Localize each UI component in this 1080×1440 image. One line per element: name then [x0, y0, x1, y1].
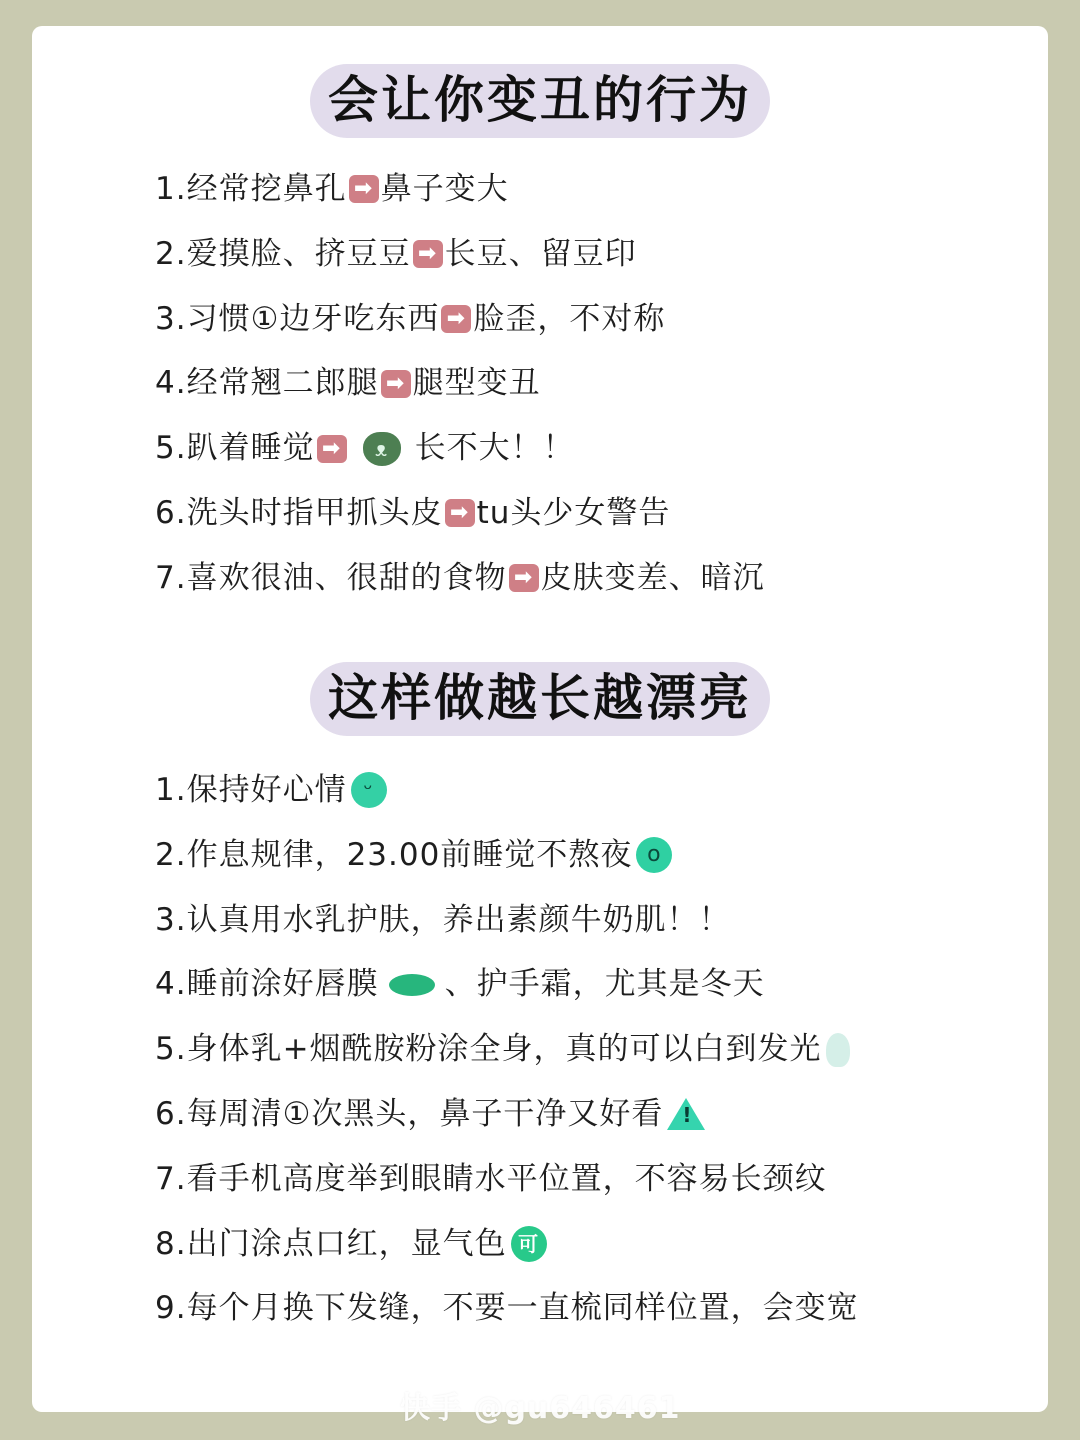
- warning-icon: !: [667, 1098, 705, 1130]
- list-item: [155, 758, 859, 823]
- item-number: 2.: [155, 235, 187, 272]
- list-item: [155, 1017, 859, 1082]
- item-number: 1.: [155, 772, 187, 808]
- item-text: 习惯①边牙吃东西: [186, 300, 440, 337]
- list-item: [155, 1147, 859, 1212]
- item-number: 7.: [155, 1160, 187, 1197]
- right-arrow-icon: ➡: [413, 240, 443, 268]
- item-number: 4.: [155, 966, 187, 1003]
- item-number: 3.: [155, 901, 187, 938]
- item-result: 皮肤变差、暗沉: [540, 559, 765, 596]
- yawn-emoji-icon: o: [636, 837, 672, 873]
- item-number: 4.: [155, 365, 187, 402]
- item-text: 洗头时指甲抓头皮: [186, 494, 443, 531]
- right-arrow-icon: ➡: [509, 564, 539, 592]
- watermark: 快手 @gu646461: [400, 1391, 681, 1426]
- right-arrow-icon: ➡: [445, 499, 475, 527]
- list-item: [155, 351, 765, 416]
- item-text: 喜欢很油、很甜的食物: [186, 559, 507, 596]
- item-number: 3.: [155, 300, 187, 337]
- item-number: 2.: [155, 836, 187, 873]
- section2-title-wrap: [0, 662, 1080, 736]
- item-number: 5.: [155, 430, 187, 467]
- item-number: 7.: [155, 559, 187, 596]
- item-text: 每个月换下发缝，不要一直梳同样位置，会变宽: [186, 1290, 859, 1327]
- item-number: 6.: [155, 494, 187, 531]
- item-text: 保持好心情: [186, 772, 347, 808]
- list-item: [155, 952, 859, 1017]
- right-arrow-icon: ➡: [317, 435, 347, 463]
- item-number: 1.: [155, 171, 187, 207]
- item-result: 鼻子变大: [380, 171, 509, 207]
- section2-list: [155, 758, 859, 1341]
- item-result: tu头少女警告: [476, 494, 671, 531]
- bear-icon: ᴥ: [363, 432, 401, 466]
- item-result: 腿型变丑: [412, 365, 541, 402]
- item-text: 经常挖鼻孔: [186, 171, 347, 207]
- list-item: [155, 481, 765, 546]
- item-text: 看手机高度举到眼睛水平位置，不容易长颈纹: [186, 1160, 827, 1197]
- item-result: 长豆、留豆印: [444, 235, 637, 272]
- item-text: 爱摸脸、挤豆豆: [186, 235, 411, 272]
- lips-icon: [389, 974, 435, 996]
- item-result: 脸歪，不对称: [473, 300, 666, 337]
- right-arrow-icon: ➡: [381, 370, 411, 398]
- light-bulb-icon: [826, 1033, 850, 1067]
- item-text: 经常翘二郎腿: [186, 365, 379, 402]
- list-item: [155, 1276, 859, 1341]
- list-item: [155, 888, 859, 953]
- section1-title-wrap: [0, 64, 1080, 138]
- item-text: 睡前涂好唇膜: [186, 966, 379, 1003]
- item-text: 每周清①次黑头，鼻子干净又好看: [186, 1095, 664, 1132]
- section2-title: 这样做越长越漂亮: [310, 662, 770, 736]
- list-item: [155, 1082, 859, 1147]
- item-text: 认真用水乳护肤，养出素颜牛奶肌！！: [186, 901, 731, 938]
- list-item: [155, 546, 765, 611]
- list-item: [155, 287, 765, 352]
- item-number: 6.: [155, 1095, 187, 1132]
- right-arrow-icon: ➡: [349, 175, 379, 203]
- list-item: [155, 1212, 859, 1277]
- list-item: [155, 416, 765, 481]
- item-text: 出门涂点口红，显气色: [186, 1225, 507, 1262]
- item-text: 身体乳+烟酰胺粉涂全身，真的可以白到发光: [186, 1031, 822, 1068]
- list-item: [155, 222, 765, 287]
- right-arrow-icon: ➡: [441, 305, 471, 333]
- ke-badge-icon: 可: [511, 1226, 547, 1262]
- list-item: [155, 823, 859, 888]
- item-text: 趴着睡觉: [186, 430, 315, 467]
- section1-list: [155, 157, 765, 611]
- item-text-continued: 、护手霜，尤其是冬天: [444, 966, 765, 1003]
- grin-emoji-icon: ᵕ: [351, 772, 387, 808]
- item-result: 长不大！！: [414, 430, 575, 467]
- item-text: 作息规律，23.00前睡觉不熬夜: [186, 836, 633, 873]
- section1-title: 会让你变丑的行为: [310, 64, 770, 138]
- list-item: [155, 157, 765, 222]
- item-number: 5.: [155, 1031, 187, 1068]
- item-number: 8.: [155, 1225, 187, 1262]
- item-number: 9.: [155, 1290, 187, 1327]
